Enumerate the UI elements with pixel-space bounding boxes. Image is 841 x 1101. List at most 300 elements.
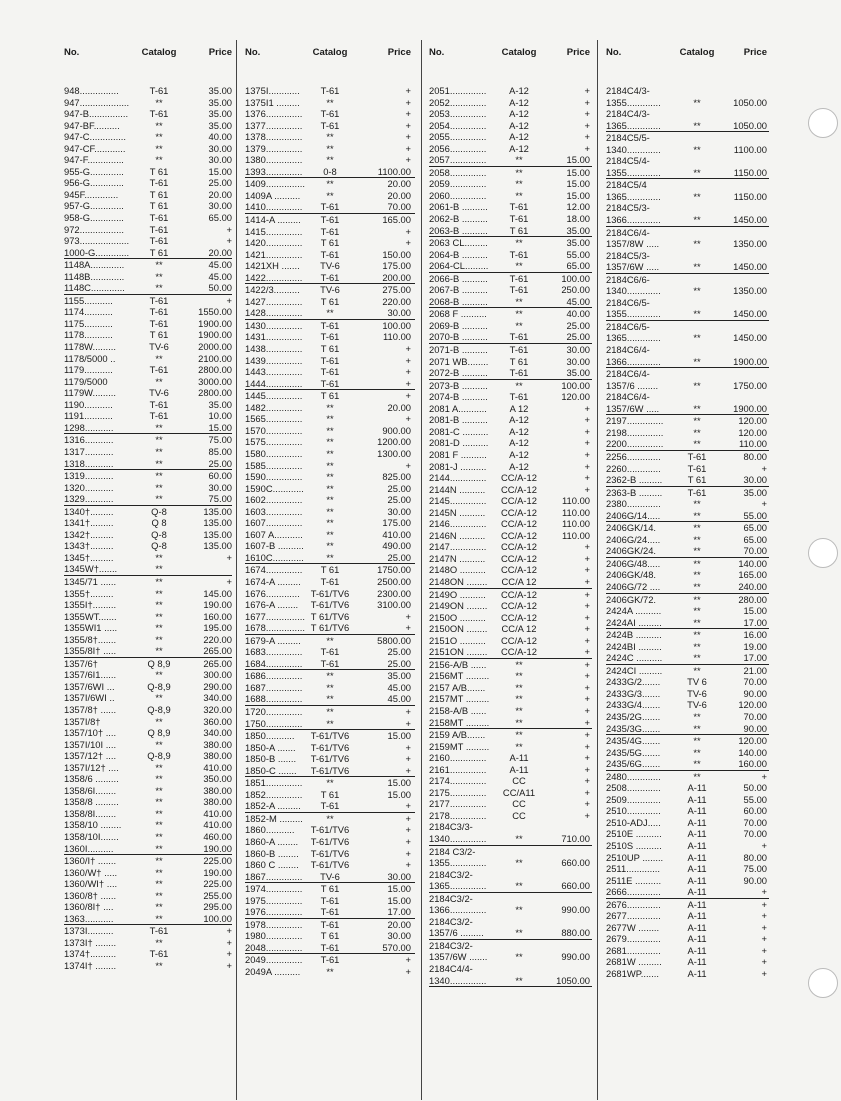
item-number: 2184C6/5- bbox=[606, 320, 650, 332]
price-row bbox=[429, 752, 592, 764]
catalog-code: CC/A-12 bbox=[501, 588, 537, 600]
item-number: 2067-B .......... bbox=[429, 284, 488, 296]
price-row bbox=[245, 848, 415, 860]
price-row bbox=[606, 641, 769, 653]
price-value: 825.00 bbox=[382, 471, 411, 483]
item-number: 1850........... bbox=[245, 730, 295, 742]
price-row bbox=[245, 954, 415, 966]
price-row bbox=[64, 611, 232, 623]
price-row bbox=[429, 810, 592, 822]
price-row bbox=[429, 97, 592, 109]
price-row bbox=[64, 177, 232, 189]
price-row bbox=[64, 762, 232, 774]
item-number: 2406G/24..... bbox=[606, 533, 661, 545]
catalog-code: ** bbox=[326, 447, 334, 459]
catalog-code: ** bbox=[693, 190, 701, 202]
item-number: 2433G/2....... bbox=[606, 676, 661, 688]
item-number: 1422/3.......... bbox=[245, 284, 300, 296]
item-number: 1852-A ......... bbox=[245, 800, 301, 812]
catalog-code: T-61 bbox=[149, 177, 169, 189]
price-row bbox=[64, 212, 232, 224]
item-number: 1357/6† bbox=[64, 657, 98, 669]
price-value: 255.00 bbox=[203, 889, 232, 901]
catalog-code: ** bbox=[693, 285, 701, 297]
item-number: 1602.............. bbox=[245, 494, 303, 506]
price-value: + bbox=[405, 824, 411, 836]
price-value: 35.00 bbox=[743, 486, 767, 498]
catalog-code: ** bbox=[155, 481, 163, 493]
price-value: + bbox=[584, 716, 590, 728]
price-row bbox=[606, 933, 769, 945]
price-value: 1450.00 bbox=[733, 332, 767, 344]
price-row bbox=[64, 353, 232, 365]
catalog-code: ** bbox=[515, 379, 523, 391]
item-number: 2406G/48..... bbox=[606, 557, 661, 569]
item-number: 1148A............. bbox=[64, 259, 125, 271]
item-number: 1360/8† ...... bbox=[64, 889, 117, 901]
item-number: 2433G/3....... bbox=[606, 687, 661, 699]
catalog-code: A-11 bbox=[687, 968, 707, 980]
price-value: 35.00 bbox=[566, 224, 590, 236]
price-value: 2100.00 bbox=[198, 352, 232, 364]
item-number: 1603.............. bbox=[245, 505, 303, 517]
price-row bbox=[64, 200, 232, 212]
price-value: 1750.00 bbox=[733, 379, 767, 391]
item-number: 2081-C .......... bbox=[429, 425, 489, 437]
price-row bbox=[606, 308, 769, 321]
price-value: 35.00 bbox=[208, 96, 232, 108]
price-value: + bbox=[226, 551, 232, 563]
item-number: 1860-B ........ bbox=[245, 847, 299, 859]
item-number: 1678............... bbox=[245, 622, 305, 634]
catalog-code: 0-8 bbox=[323, 165, 337, 177]
item-number: 1375I1 ......... bbox=[245, 96, 300, 108]
price-row bbox=[429, 693, 592, 705]
catalog-code: ** bbox=[155, 622, 163, 634]
price-row bbox=[606, 771, 769, 783]
item-number: 2424CI ......... bbox=[606, 664, 663, 676]
price-row bbox=[64, 399, 232, 411]
column-header bbox=[64, 47, 232, 65]
price-value: + bbox=[761, 956, 767, 968]
price-row bbox=[64, 843, 232, 856]
price-value: 1150.00 bbox=[733, 166, 767, 178]
item-number: 2063-B .......... bbox=[429, 224, 488, 236]
catalog-code: Q-8,9 bbox=[147, 680, 171, 692]
catalog-code: ** bbox=[155, 470, 163, 482]
price-value: + bbox=[405, 954, 411, 966]
item-number: 1415.............. bbox=[245, 225, 303, 237]
catalog-code: A-12 bbox=[509, 460, 529, 472]
price-value: 40.00 bbox=[208, 131, 232, 143]
price-row bbox=[429, 284, 592, 296]
catalog-code: CC/A-12 bbox=[501, 483, 537, 495]
price-value: 220.00 bbox=[203, 633, 232, 645]
price-row bbox=[606, 438, 769, 451]
price-value: 300.00 bbox=[203, 669, 232, 681]
price-value: 20.00 bbox=[387, 178, 411, 190]
item-number: 2145.............. bbox=[429, 495, 487, 507]
price-value: + bbox=[405, 413, 411, 425]
item-number: 2424AI ......... bbox=[606, 616, 662, 628]
item-number: 1590.............. bbox=[245, 471, 303, 483]
item-number: 1355†......... bbox=[64, 587, 114, 599]
item-number: 1438.............. bbox=[245, 343, 303, 355]
catalog-code: ** bbox=[693, 143, 701, 155]
price-row bbox=[606, 534, 769, 546]
price-row bbox=[245, 966, 415, 978]
catalog-code: T-61 bbox=[687, 486, 707, 498]
price-row bbox=[64, 271, 232, 283]
price-row bbox=[64, 960, 232, 972]
price-row bbox=[429, 600, 592, 612]
item-number: 2184C5/3- bbox=[606, 202, 650, 214]
item-number: 2151O .......... bbox=[429, 634, 486, 646]
price-value: + bbox=[405, 800, 411, 812]
price-row bbox=[245, 622, 415, 635]
catalog-code: CC/A-12 bbox=[501, 552, 537, 564]
price-value: 70.00 bbox=[743, 545, 767, 557]
item-number: 2184C6/6- bbox=[606, 273, 650, 285]
price-row bbox=[245, 108, 415, 120]
price-value: 20.00 bbox=[387, 401, 411, 413]
item-number: 2362-B ......... bbox=[606, 474, 663, 486]
price-value: 80.00 bbox=[743, 450, 767, 462]
catalog-code: ** bbox=[155, 375, 163, 387]
item-number: 2150ON ........ bbox=[429, 623, 488, 635]
catalog-code: ** bbox=[326, 471, 334, 483]
item-number: 2157MT ......... bbox=[429, 693, 490, 705]
item-number: 1580.............. bbox=[245, 447, 303, 459]
item-number: 947................... bbox=[64, 96, 130, 108]
price-value: + bbox=[405, 225, 411, 237]
price-row bbox=[606, 285, 769, 297]
catalog-code: ** bbox=[693, 238, 701, 250]
item-number: 2363-B ......... bbox=[606, 486, 663, 498]
price-row bbox=[429, 833, 592, 846]
item-number: 2197.............. bbox=[606, 415, 664, 427]
item-number: 1428.............. bbox=[245, 307, 303, 319]
catalog-code: T-61 bbox=[687, 450, 707, 462]
catalog-code: ** bbox=[515, 951, 523, 963]
item-number: 947-C.............. bbox=[64, 131, 126, 143]
item-number: 2435/4G....... bbox=[606, 735, 661, 747]
catalog-code: A-12 bbox=[509, 437, 529, 449]
item-number: 2074-B .......... bbox=[429, 391, 488, 403]
catalog-code: A-12 bbox=[509, 96, 529, 108]
price-value: 25.00 bbox=[387, 494, 411, 506]
catalog-code: ** bbox=[326, 494, 334, 506]
item-number: 2061-B .......... bbox=[429, 201, 488, 213]
price-value: + bbox=[761, 898, 767, 910]
price-value: 275.00 bbox=[382, 284, 411, 296]
price-row bbox=[245, 599, 415, 611]
price-value: + bbox=[405, 131, 411, 143]
item-number: 1852.............. bbox=[245, 788, 303, 800]
item-number: 1358/10 ........ bbox=[64, 819, 122, 831]
price-value: 195.00 bbox=[203, 622, 232, 634]
catalog-code: ** bbox=[326, 413, 334, 425]
catalog-code: ** bbox=[693, 379, 701, 391]
item-number: 947-BF.......... bbox=[64, 119, 120, 131]
price-value: 65.00 bbox=[743, 522, 767, 534]
catalog-code: T-61 bbox=[320, 201, 340, 213]
catalog-code: A-11 bbox=[687, 805, 707, 817]
price-value: + bbox=[405, 622, 411, 634]
item-number: 2068 F .......... bbox=[429, 308, 487, 320]
item-number: 1319........... bbox=[64, 470, 114, 482]
price-row bbox=[64, 97, 232, 109]
catalog-code: CC/A 12 bbox=[501, 575, 537, 587]
price-value: 3000.00 bbox=[198, 375, 232, 387]
price-value: + bbox=[405, 459, 411, 471]
price-value: 160.00 bbox=[738, 758, 767, 770]
catalog-code: ** bbox=[326, 517, 334, 529]
catalog-code: ** bbox=[155, 599, 163, 611]
price-column bbox=[64, 47, 232, 972]
catalog-code: ** bbox=[693, 557, 701, 569]
catalog-code: ** bbox=[155, 270, 163, 282]
price-value: 110.00 bbox=[562, 529, 590, 541]
catalog-code: T-61 bbox=[320, 85, 340, 96]
catalog-code: ** bbox=[155, 692, 163, 704]
price-row bbox=[245, 154, 415, 166]
price-row bbox=[245, 730, 415, 742]
price-value: 30.00 bbox=[208, 154, 232, 166]
price-row bbox=[606, 191, 769, 203]
price-row bbox=[429, 541, 592, 553]
catalog-code: T-61 bbox=[149, 925, 169, 937]
price-row bbox=[429, 963, 592, 975]
price-row bbox=[64, 901, 232, 913]
price-value: + bbox=[761, 933, 767, 945]
price-row bbox=[429, 225, 592, 238]
catalog-code: T-61 bbox=[509, 331, 529, 343]
price-row bbox=[606, 380, 769, 392]
price-row bbox=[606, 711, 769, 723]
price-row bbox=[245, 895, 415, 907]
price-value: 70.00 bbox=[743, 710, 767, 722]
price-value: 990.00 bbox=[561, 951, 590, 963]
price-row bbox=[429, 670, 592, 682]
item-number: 2062-B .......... bbox=[429, 213, 488, 225]
catalog-code: T-61 bbox=[149, 212, 169, 224]
price-value: + bbox=[584, 681, 590, 693]
catalog-code: ** bbox=[326, 540, 334, 552]
price-row bbox=[245, 646, 415, 658]
catalog-code: T-61 bbox=[320, 906, 340, 918]
catalog-code: A-12 bbox=[509, 119, 529, 131]
price-row bbox=[429, 484, 592, 496]
item-number: 2184C4/3- bbox=[606, 85, 650, 96]
item-number: 2054.............. bbox=[429, 119, 487, 131]
item-number: 1379.............. bbox=[245, 142, 303, 154]
price-row bbox=[429, 635, 592, 647]
item-number: 1444.............. bbox=[245, 377, 303, 389]
price-row bbox=[64, 808, 232, 820]
price-value: + bbox=[584, 483, 590, 495]
item-number: 1720.............. bbox=[245, 705, 303, 717]
catalog-code: ** bbox=[155, 96, 163, 108]
catalog-code: ** bbox=[326, 634, 334, 646]
price-row bbox=[64, 622, 232, 634]
item-number: 2081-D .......... bbox=[429, 437, 489, 449]
item-number: 1179/5000 bbox=[64, 375, 108, 387]
item-number: 1570.............. bbox=[245, 424, 303, 436]
catalog-code: ** bbox=[693, 509, 701, 521]
price-value: 1350.00 bbox=[733, 285, 767, 297]
catalog-code: ** bbox=[155, 445, 163, 457]
item-number: 2070-B .......... bbox=[429, 331, 488, 343]
price-column bbox=[245, 47, 415, 978]
price-row bbox=[429, 741, 592, 753]
price-row bbox=[606, 522, 769, 534]
catalog-code: Q-8 bbox=[151, 505, 167, 517]
item-number: 1366.............. bbox=[429, 904, 487, 916]
catalog-code: A-12 bbox=[509, 425, 529, 437]
price-value: 12.00 bbox=[566, 201, 590, 213]
catalog-code: ** bbox=[155, 493, 163, 505]
item-number: 2510............. bbox=[606, 805, 661, 817]
price-row bbox=[429, 764, 592, 776]
item-number: 1607.............. bbox=[245, 517, 303, 529]
item-number: 2148O .......... bbox=[429, 564, 486, 576]
catalog-code: ** bbox=[326, 436, 334, 448]
price-row bbox=[606, 344, 769, 356]
item-number: 2406GK/24. bbox=[606, 545, 657, 557]
item-number: 1357/8† ...... bbox=[64, 703, 117, 715]
item-number: 2677W ........ bbox=[606, 921, 660, 933]
price-row bbox=[245, 800, 415, 813]
item-number: 1410.............. bbox=[245, 201, 303, 213]
catalog-code: T 61 bbox=[509, 355, 529, 367]
catalog-code: T-61/TV6 bbox=[310, 764, 350, 776]
price-value: + bbox=[584, 658, 590, 670]
catalog-code: T-61 bbox=[509, 201, 529, 213]
catalog-code: T-61 bbox=[509, 344, 529, 356]
catalog-code: TV-6 bbox=[149, 387, 169, 399]
item-number: 1684.............. bbox=[245, 657, 303, 669]
catalog-code: A-11 bbox=[687, 874, 707, 886]
catalog-code: CC/A-12 bbox=[501, 564, 537, 576]
price-value: + bbox=[584, 729, 590, 741]
price-value: + bbox=[584, 552, 590, 564]
price-row bbox=[606, 155, 769, 167]
catalog-code: T-61 bbox=[320, 646, 340, 658]
item-number: 1445.............. bbox=[245, 390, 303, 402]
price-row bbox=[64, 540, 232, 552]
price-value: + bbox=[584, 131, 590, 143]
price-value: 120.00 bbox=[738, 699, 767, 711]
price-row bbox=[245, 343, 415, 355]
item-number: 1355WT....... bbox=[64, 610, 117, 622]
price-row bbox=[245, 824, 415, 836]
item-number: 1575.............. bbox=[245, 436, 303, 448]
price-row bbox=[429, 705, 592, 717]
price-value: + bbox=[405, 119, 411, 131]
item-number: 947-CF............ bbox=[64, 142, 126, 154]
item-number: 2066-B .......... bbox=[429, 272, 488, 284]
catalog-code: ** bbox=[155, 715, 163, 727]
price-row bbox=[245, 906, 415, 919]
item-number: 2184C6/4- bbox=[606, 368, 650, 380]
price-value: 200.00 bbox=[382, 271, 411, 283]
item-number: 1422.............. bbox=[245, 271, 303, 283]
price-value: + bbox=[405, 390, 411, 402]
price-row bbox=[245, 425, 415, 437]
item-number: 1360/WI† .... bbox=[64, 878, 118, 890]
catalog-code: T-61 bbox=[320, 657, 340, 669]
item-number: 1421.............. bbox=[245, 248, 303, 260]
item-number: 2081-B .......... bbox=[429, 414, 488, 426]
price-row bbox=[64, 819, 232, 831]
item-number: 1674.............. bbox=[245, 564, 303, 576]
catalog-code: ** bbox=[693, 498, 701, 510]
catalog-code: ** bbox=[693, 735, 701, 747]
catalog-code: T 61 bbox=[509, 224, 529, 236]
price-row bbox=[64, 785, 232, 797]
price-value: 240.00 bbox=[738, 580, 767, 592]
price-row bbox=[245, 413, 415, 425]
price-value: + bbox=[584, 704, 590, 716]
item-number: 2081 A........... bbox=[429, 402, 487, 414]
catalog-code: ** bbox=[515, 189, 523, 201]
price-row bbox=[606, 179, 769, 191]
price-value: 2800.00 bbox=[198, 364, 232, 376]
catalog-code: CC/A-12 bbox=[501, 541, 537, 553]
price-row bbox=[429, 717, 592, 730]
item-number: 1852-M ......... bbox=[245, 812, 303, 824]
price-row bbox=[245, 214, 415, 226]
catalog-code: TV-6 bbox=[687, 687, 707, 699]
item-number: 1355/8I† ..... bbox=[64, 645, 117, 657]
catalog-code: Q 8 bbox=[151, 517, 167, 529]
catalog-code: ** bbox=[155, 807, 163, 819]
item-number: 2156MT ......... bbox=[429, 670, 490, 682]
price-row bbox=[429, 553, 592, 565]
price-value: 1050.00 bbox=[556, 974, 590, 986]
catalog-code: ** bbox=[515, 670, 523, 682]
price-row bbox=[64, 259, 232, 271]
item-number: 2146.............. bbox=[429, 518, 487, 530]
price-row bbox=[606, 108, 769, 120]
item-number: 1343†......... bbox=[64, 540, 114, 552]
price-value: 340.00 bbox=[203, 727, 232, 739]
price-row bbox=[64, 937, 232, 949]
catalog-code: ** bbox=[155, 669, 163, 681]
price-row bbox=[606, 817, 769, 829]
catalog-code: ** bbox=[693, 652, 701, 664]
price-row bbox=[429, 178, 592, 190]
price-value: 17.00 bbox=[743, 652, 767, 664]
catalog-code: ** bbox=[155, 119, 163, 131]
price-value: + bbox=[226, 223, 232, 235]
price-value: 35.00 bbox=[387, 670, 411, 682]
price-value: 25.00 bbox=[208, 177, 232, 189]
item-number: 1357I/10I .... bbox=[64, 738, 117, 750]
price-value: 2500.00 bbox=[377, 575, 411, 587]
catalog-code: ** bbox=[693, 664, 701, 676]
catalog-code: ** bbox=[326, 482, 334, 494]
price-value: 110.00 bbox=[562, 495, 590, 507]
price-row bbox=[64, 376, 232, 388]
price-row bbox=[429, 237, 592, 249]
catalog-code: ** bbox=[693, 722, 701, 734]
catalog-code: T-61 bbox=[509, 391, 529, 403]
catalog-code: ** bbox=[515, 178, 523, 190]
item-number: 2071 WB........ bbox=[429, 355, 489, 367]
price-value: 165.00 bbox=[738, 569, 767, 581]
